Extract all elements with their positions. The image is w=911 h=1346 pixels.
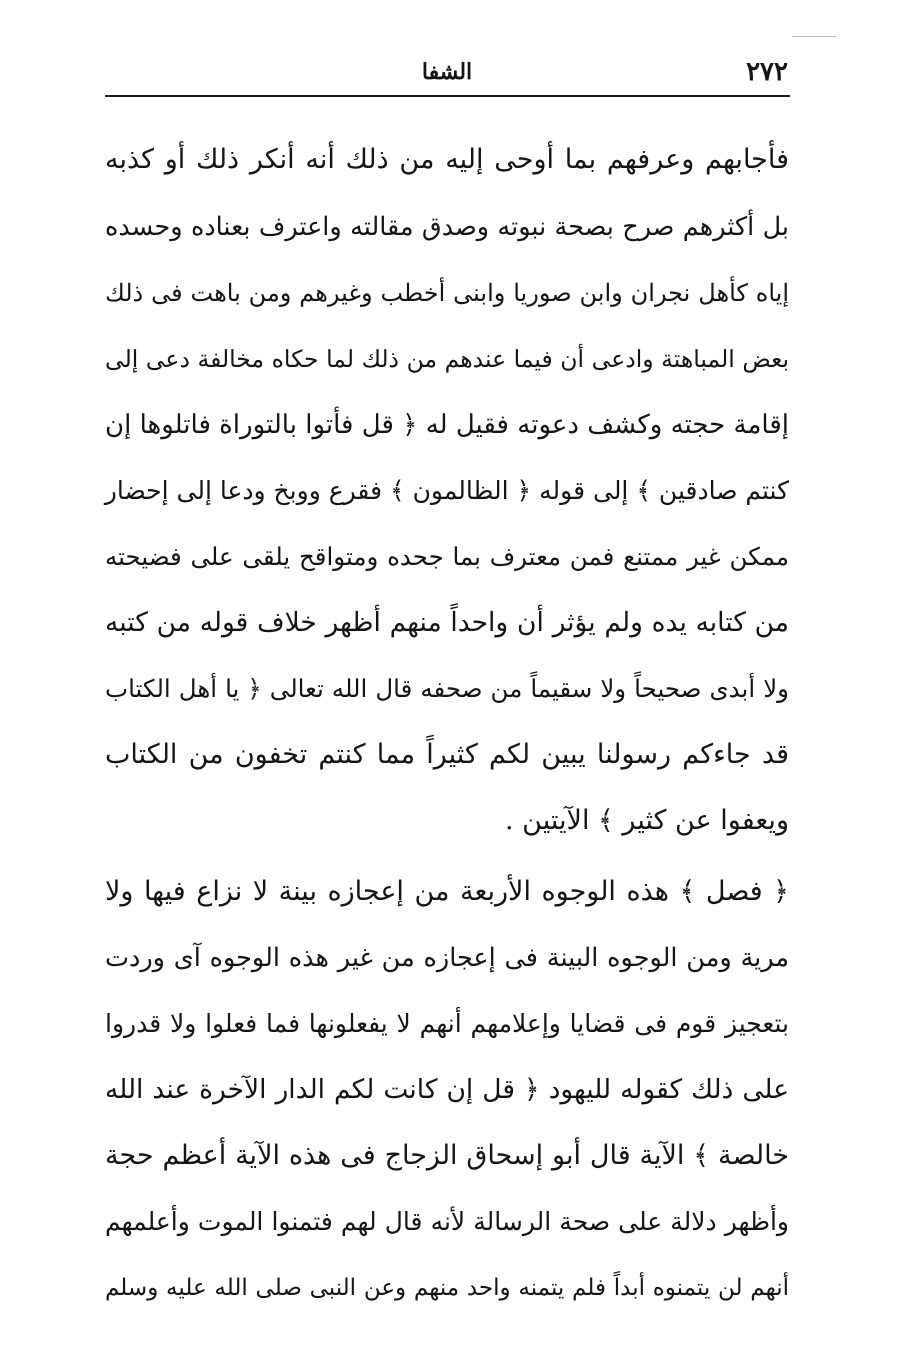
text-line: قد جاءكم رسولنا يبين لكم كثيراً مما كنتم تخفون من الكتاب (105, 739, 789, 770)
text-line: فأجابهم وعرفهم بما أوحى إليه من ذلك أنه أنكر ذلك أو كذبه (105, 144, 789, 175)
text-line: كنتم صادقين ﴾ إلى قوله ﴿ الظالمون ﴾ فقرع ووبخ ودعا إلى إحضار (104, 476, 789, 505)
text-line: مرية ومن الوجوه البينة فى إعجازه من غير هذه الوجوه آى وردت (105, 943, 789, 973)
text-line: بعض المباهتة وادعى أن فيما عندهم من ذلك لما حكاه مخالفة دعى إلى (105, 345, 789, 373)
text-line: إياه كأهل نجران وابن صوريا وابنى أخطب وغيرهم ومن باهت فى ذلك (105, 279, 789, 307)
text-line: ممكن غير ممتنع فمن معترف بما جحده ومتواقح يلقى على فضيحته (105, 542, 789, 571)
running-title: الشفا (421, 59, 473, 85)
text-line: بل أكثرهم صرح بصحة نبوته وصدق مقالته واعترف بعناده وحسده (105, 212, 789, 242)
text-line: بتعجيز قوم فى قضايا وإعلامهم أنهم لا يفعلونها فما فعلوا ولا قدروا (105, 1009, 789, 1038)
text-line: على ذلك كقوله لليهود ﴿ قل إن كانت لكم الدار الآخرة عند الله (105, 1074, 789, 1105)
page-number: ٢٧٢ (746, 57, 788, 87)
text-line: إقامة حجته وكشف دعوته فقيل له ﴿ قل فأتوا بالتوراة فاتلوها إن (105, 410, 789, 440)
text-line: ويعفوا عن كثير ﴾ الآيتين . (505, 805, 789, 836)
header-rule (105, 95, 790, 97)
text-line: ولا أبدى صحيحاً ولا سقيماً من صحفه قال الله تعالى ﴿ يا أهل الكتاب (105, 674, 789, 703)
text-line: وأظهر دلالة على صحة الرسالة لأنه قال لهم فتمنوا الموت وأعلمهم (105, 1207, 789, 1236)
text-line: من كتابه يده ولم يؤثر أن واحداً منهم أظهر خلاف قوله من كتبه (105, 607, 789, 638)
text-line: أنهم لن يتمنوه أبداً فلم يتمنه واحد منهم وعن النبى صلى الله عليه وسلم (105, 1275, 789, 1301)
text-line: ﴿ فصل ﴾ هذه الوجوه الأربعة من إعجازه بينة لا نزاع فيها ولا (105, 876, 789, 907)
page-header (106, 52, 788, 92)
text-line: خالصة ﴾ الآية قال أبو إسحاق الزجاج فى هذه الآية أعظم حجة (105, 1140, 789, 1171)
scan-edge-mark (792, 36, 836, 37)
